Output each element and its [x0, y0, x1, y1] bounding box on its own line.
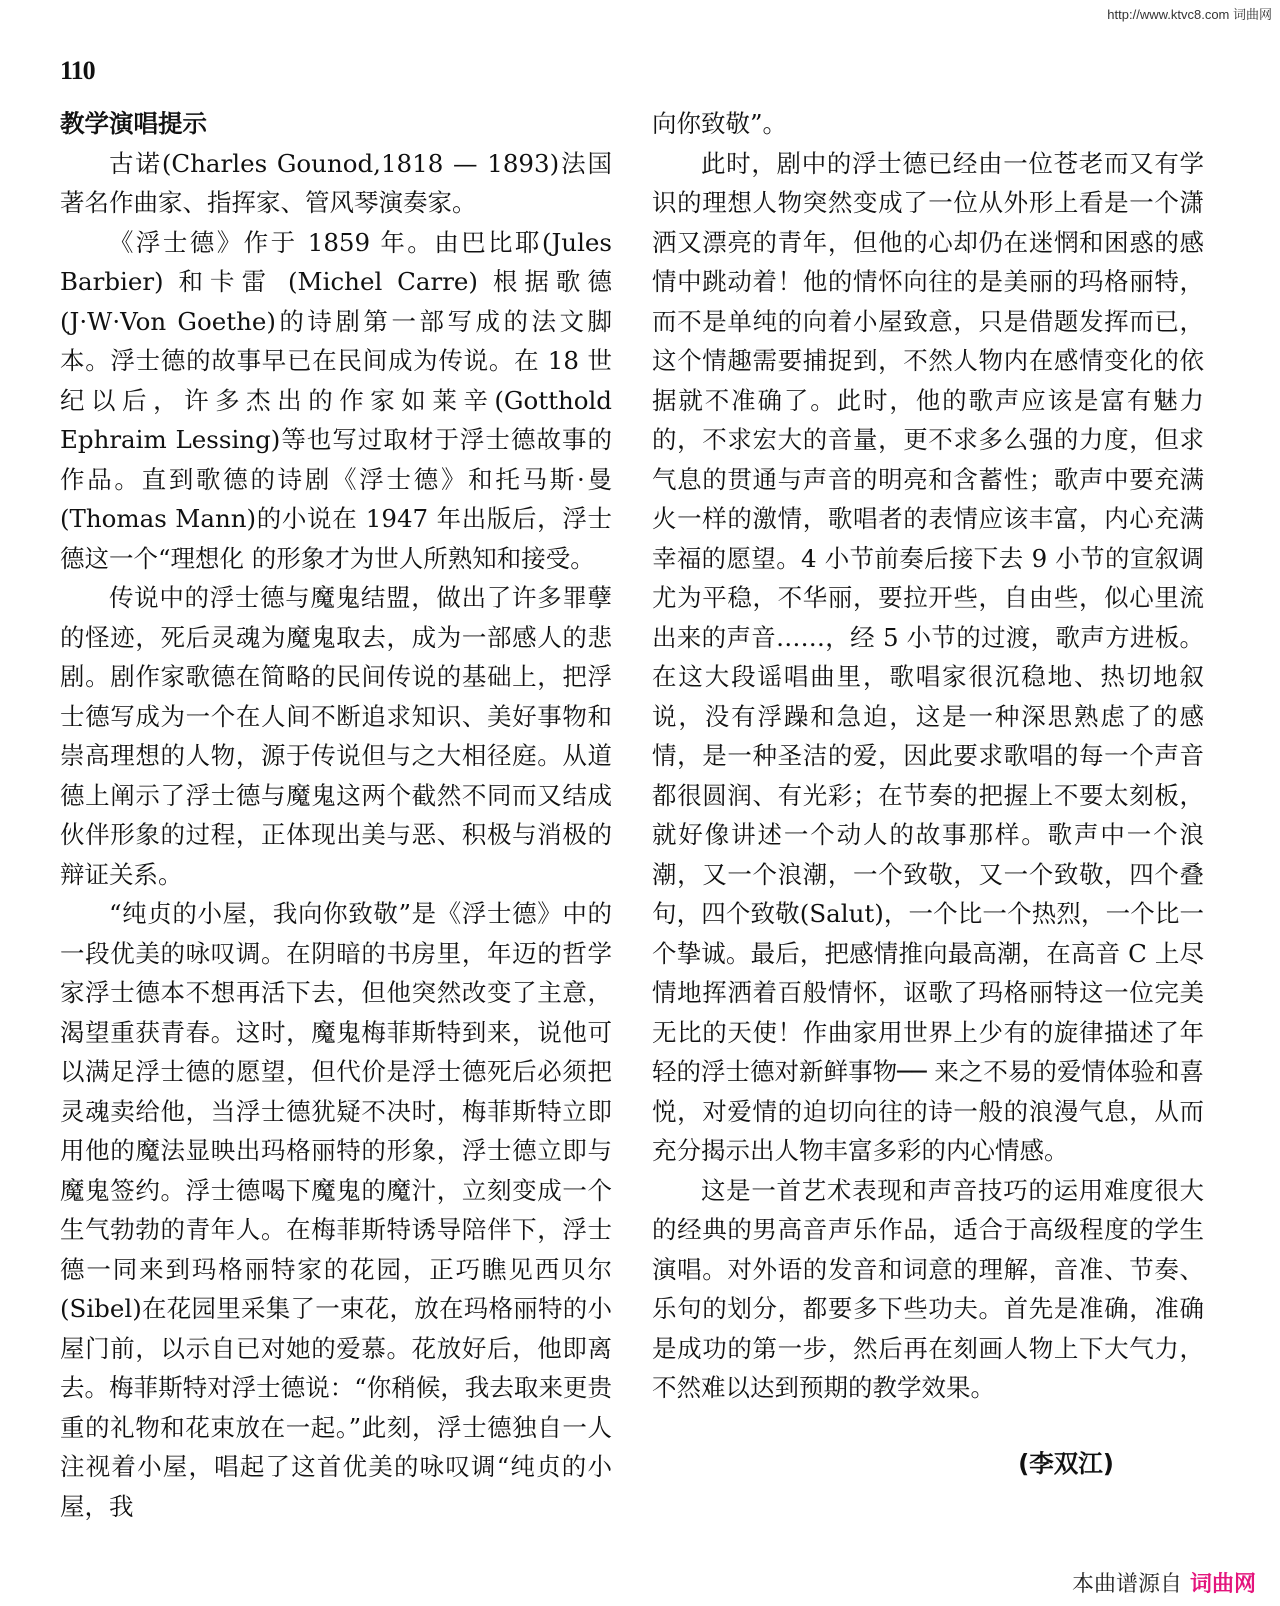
- paragraph-performance-notes: 此时，剧中的浮士德已经由一位苍老而又有学识的理想人物突然变成了一位从外形上看是一个潇洒又漂亮的青年，但他的心却仍在迷惘和困惑的感情中跳动着！他的情怀向往的是美丽的玛格丽特，而不是单纯的向着小屋致意，只是借题发挥而已，这个情趣需要捕捉到，不然人物内在感情变化的依据就不准确了。此时，他的歌声应该是富有魅力的，不求宏大的音量，更不求多么强的力度，但求气息的贯通与声音的明亮和含蓄性；歌声中要充满火一样的激情，歌唱者的表情应该丰富，内心充满幸福的愿望。4 小节前奏后接下去 9 小节的宣叙调尤为平稳，不华丽，要拉开些，自由些，似心里流出来的声音……，经 5 小节的过渡，歌声方进板。在这大段谣唱曲里，歌唱家很沉稳地、热切地叙说，没有浮躁和急迫，这是一种深思熟虑了的感情，是一种圣洁的爱，因此要求歌唱的每一个声音都很圆润、有光彩；在节奏的把握上不要太刻板，就好像讲述一个动人的故事那样。歌声中一个浪潮，又一个浪潮，一个致敬，又一个致敬，四个叠句，四个致敬(Salut)，一个比一个热烈，一个比一个挚诚。最后，把感情推向最高潮，在高音 C 上尽情地挥洒着百般情怀，讴歌了玛格丽特这一位完美无比的天使！作曲家用世界上少有的旋律描述了年轻的浮士德对新鲜事物── 来之不易的爱情体验和喜悦，对爱情的迫切向往的诗一般的浪漫气息，从而充分揭示出人物丰富多彩的内心情感。: [652, 148, 1204, 1165]
- left-column: [60, 104, 612, 1526]
- paragraph-composer-intro: 古诺(Charles Gounod,1818 — 1893)法国著名作曲家、指挥家、管风琴演奏家。: [60, 148, 612, 217]
- page-number: 110: [60, 56, 95, 85]
- top-watermark-url: http://www.ktvc8.com 词曲网: [1107, 7, 1272, 22]
- paragraph-opera-origin: 《浮士德》作于 1859 年。由巴比耶(Jules Barbier) 和卡雷 (Michel Carre) 根据歌德 (J·W·Von Goethe)的诗剧第一部写成的法文脚本。浮士德的故事早已在民间成为传说。在 18 世纪以后，许多杰出的作家如莱辛(Gotthold Ephraim Lessing)等也写过取材于浮士德故事的作品。直到歌德的诗剧《浮士德》和托马斯·曼(Thomas Mann)的小说在 1947 年出版后，浮士德这一个“理想化 的形象才为世人所熟知和接受。: [60, 227, 612, 573]
- paragraph-aria-context: “纯贞的小屋，我向你致敬”是《浮士德》中的一段优美的咏叹调。在阴暗的书房里，年迈的哲学家浮士德本不想再活下去，但他突然改变了主意，渴望重获青春。这时，魔鬼梅菲斯特到来，说他可以满足浮士德的愿望，但代价是浮士德死后必须把灵魂卖给他，当浮士德犹疑不决时，梅菲斯特立即用他的魔法显映出玛格丽特的形象，浮士德立即与魔鬼签约。浮士德喝下魔鬼的魔汁，立刻变成一个生气勃勃的青年人。在梅菲斯特诱导陪伴下，浮士德一同来到玛格丽特家的花园，正巧瞧见西贝尔(Sibel)在花园里采集了一束花，放在玛格丽特的小屋门前，以示自已对她的爱慕。花放好后，他即离去。梅菲斯特对浮士德说：“你稍候，我去取来更贵重的礼物和花束放在一起。”此刻，浮士德独自一人注视着小屋，唱起了这首优美的咏叹调“纯贞的小屋，我: [60, 899, 612, 1521]
- paragraph-teaching-advice: 这是一首艺术表现和声音技巧的运用难度很大的经典的男高音声乐作品，适合于高级程度的学生演唱。对外语的发音和词意的理解，音准、节奏、乐句的划分，都要多下些功夫。首先是准确，准确是成功的第一步，然后再在刻画人物上下大气力，不然难以达到预期的教学效果。: [652, 1175, 1204, 1402]
- paragraph-continuation: 向你致敬”。: [652, 109, 788, 138]
- watermark-brand-logo: 词曲网: [1189, 1572, 1256, 1597]
- paragraph-legend: 传说中的浮士德与魔鬼结盟，做出了许多罪孽的怪迹，死后灵魂为魔鬼取去，成为一部感人的悲剧。剧作家歌德在简略的民间传说的基础上，把浮士德写成为一个在人间不断追求知识、美好事物和崇高理想的人物，源于传说但与之大相径庭。从道德上阐示了浮士德与魔鬼这两个截然不同而又结成伙伴形象的过程，正体现出美与恶、积极与消极的辩证关系。: [60, 583, 612, 889]
- author-signature: (李双江): [1018, 1448, 1114, 1478]
- section-title: 教学演唱提示: [60, 109, 207, 138]
- watermark-source-text: 本曲谱源自: [1071, 1572, 1182, 1597]
- bottom-watermark: [1072, 1567, 1256, 1598]
- right-column: [652, 104, 1204, 1483]
